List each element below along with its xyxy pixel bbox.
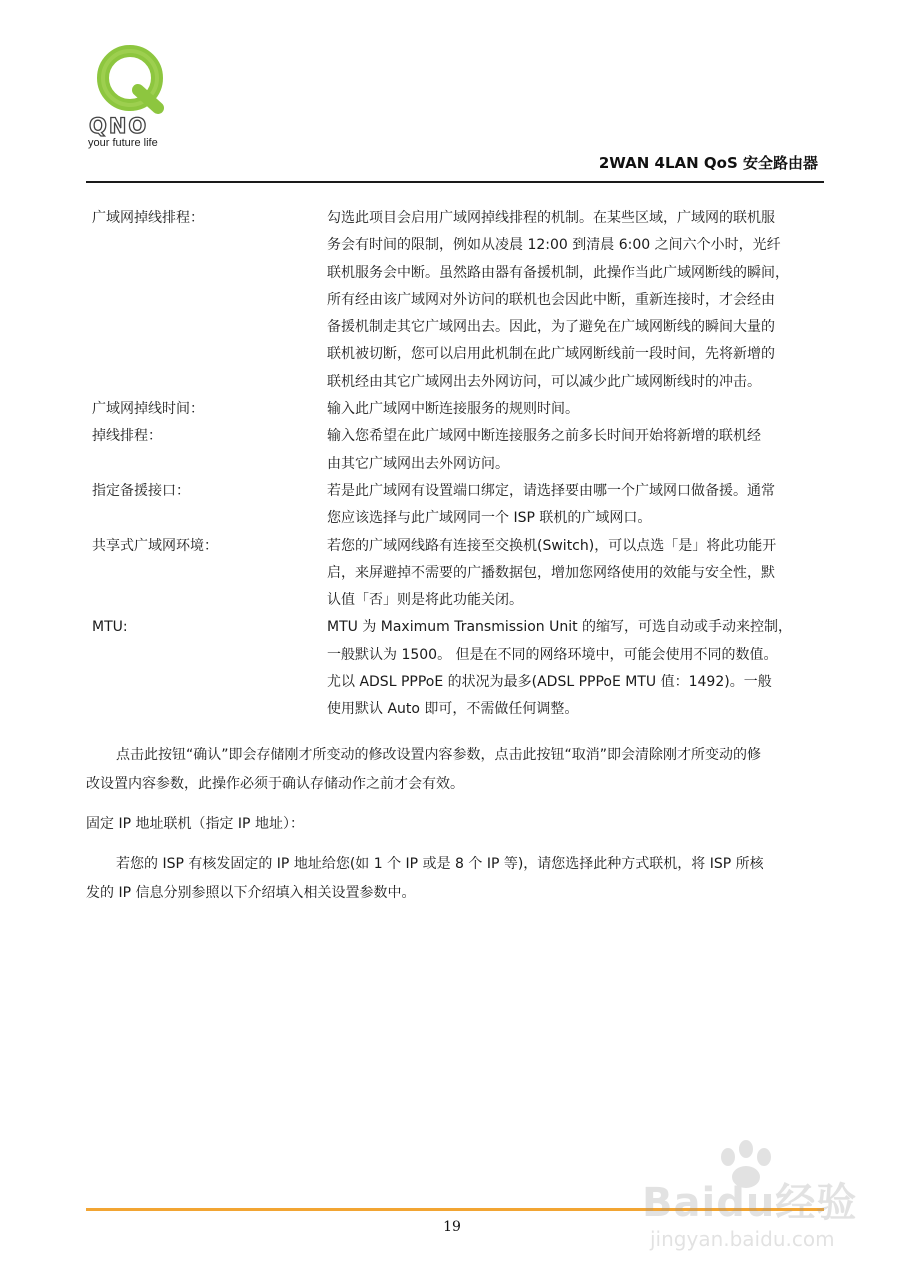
paragraph-line: 改设置内容参数，此操作必须于确认存储动作之前才会有效。 (86, 776, 464, 792)
definition-term: 共享式广域网环境： (92, 537, 218, 554)
definition-wan-disconnect-time (92, 396, 824, 423)
document-title: 2WAN 4LAN QoS 安全路由器 (598, 154, 818, 172)
definition-backup-interface (92, 478, 824, 533)
description-line: 由其它广域网出去外网访问。 (327, 455, 509, 472)
description-line: 认值「否」则是将此功能关闭。 (327, 592, 523, 609)
logo-tagline: your future life (88, 137, 158, 149)
watermark-text: Baidu经验 (642, 1180, 858, 1226)
definition-disconnect-schedule (92, 423, 824, 478)
qno-logo (88, 42, 178, 152)
description-line: 尤以 ADSL PPPoE 的状况为最多(ADSL PPPoE MTU 值：1492)。一般 (327, 674, 772, 691)
description-line: 勾选此项目会启用广域网掉线排程的机制。在某些区域，广域网的联机服 (327, 210, 775, 226)
definition-term: MTU: (92, 619, 128, 636)
settings-definitions (92, 205, 824, 724)
description-line: 使用默认 Auto 即可，不需做任何调整。 (327, 701, 579, 718)
description-line: 所有经由该广域网对外访问的联机也会因此中断，重新连接时，才会经由 (327, 291, 775, 308)
static-ip-paragraph (86, 850, 826, 908)
definition-description (327, 614, 821, 723)
description-line: 若您的广域网线路有连接至交换机(Switch)，可以点选「是」将此功能开 (327, 537, 777, 554)
description-line: 输入您希望在此广域网中断连接服务之前多长时间开始将新增的联机经 (327, 428, 761, 445)
definition-description (327, 478, 821, 533)
watermark-url: jingyan.baidu.com (650, 1227, 835, 1251)
description-line: 输入此广域网中断连接服务的规则时间。 (327, 401, 579, 418)
definition-description (327, 423, 821, 478)
page-number: 19 (443, 1219, 461, 1235)
logo-wordmark: QNO (89, 114, 149, 138)
description-line: 联机经由其它广域网出去外网访问，可以减少此广域网断线时的冲击。 (327, 373, 761, 390)
description-line: MTU 为 Maximum Transmission Unit 的缩写，可选自动或手动来控制， (327, 619, 793, 636)
confirm-cancel-paragraph (86, 741, 826, 799)
description-line: 联机服务会中断。虽然路由器有备援机制，此操作当此广域网断线的瞬间， (327, 264, 789, 281)
definition-description (327, 533, 821, 615)
definition-wan-disconnect-schedule (92, 205, 824, 396)
definition-mtu (92, 614, 824, 723)
description-line: 一般默认为 1500。 但是在不同的网络环境中，可能会使用不同的数值。 (327, 646, 778, 663)
description-line: 启，来屏避掉不需要的广播数据包，增加您网络使用的效能与安全性，默 (327, 564, 775, 581)
description-line: 务会有时间的限制，例如从凌晨 12:00 到清晨 6:00 之间六个小时，光纤 (327, 237, 781, 254)
definition-description (327, 205, 821, 396)
description-line: 您应该选择与此广域网同一个 ISP 联机的广域网口。 (327, 510, 652, 527)
header-divider (86, 181, 824, 183)
paragraph-line: 若您的 ISP 有核发固定的 IP 地址给您(如 1 个 IP 或是 8 个 IP 等)，请您选择此种方式联机，将 ISP 所核 (116, 856, 764, 872)
paragraph-line: 发的 IP 信息分别参照以下介绍填入相关设置参数中。 (86, 885, 416, 901)
description-line: 若是此广域网有设置端口绑定，请选择要由哪一个广域网口做备援。通常 (327, 482, 775, 499)
definition-term: 指定备援接口： (92, 482, 190, 499)
definition-shared-wan (92, 533, 824, 615)
section-heading: 固定 IP 地址联机（指定 IP 地址）： (86, 816, 304, 832)
description-line: 联机被切断，您可以启用此机制在此广域网断线前一段时间，先将新增的 (327, 346, 775, 363)
definition-description (327, 396, 821, 423)
description-line: 备援机制走其它广域网出去。因此，为了避免在广域网断线的瞬间大量的 (327, 319, 775, 336)
definition-term: 广域网掉线排程： (92, 210, 204, 226)
static-ip-heading (86, 810, 826, 839)
baidu-watermark (620, 1145, 860, 1275)
paragraph-line: 点击此按钮“确认”即会存储刚才所变动的修改设置内容参数，点击此按钮“取消”即会清除刚才所变动的修 (116, 747, 762, 763)
definition-term: 广域网掉线时间： (92, 401, 204, 418)
definition-term: 掉线排程： (92, 428, 162, 445)
